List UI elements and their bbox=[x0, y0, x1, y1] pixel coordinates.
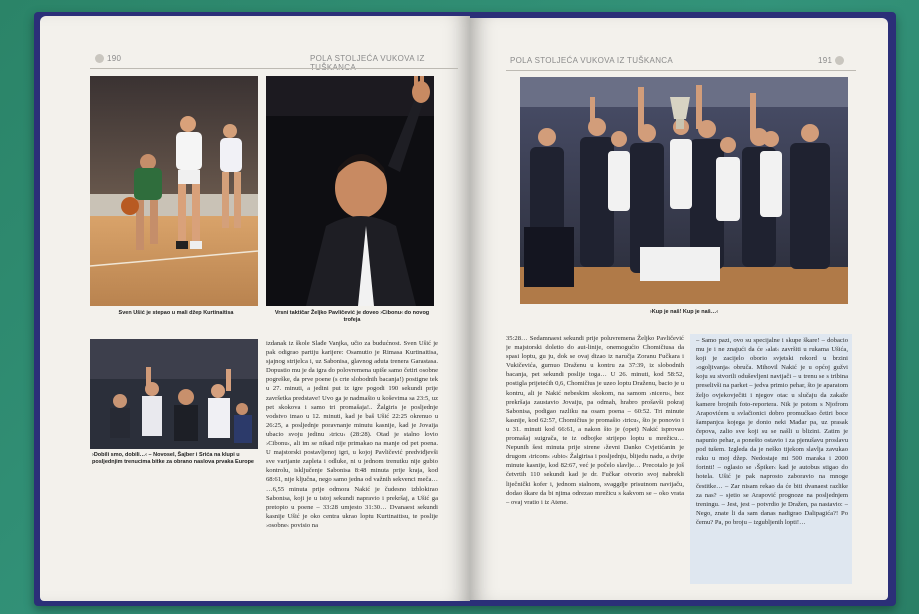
photo1-caption: Sven Ušić je stepao u mali džep Kurtinaitisa bbox=[118, 310, 234, 316]
photo-bench bbox=[90, 339, 258, 449]
right-column1-paragraph: 35:28… Sedamnaest sekundi prije poluvremena Željko Pavličević je majstorski doletio do aut-linije, onemogućio Chomičiusa da spasi loptu, gu ju, dok se ovaj dizao iz naručja Zoranu Fučkara i Vukičevića, gurnuo Draženu u kontru za 37:39, iz slobodnih bacanja, pet sekundi poslije toga… U 26. minuti, kod 58:52, postigla prijetećih 0,6, Chomičius je uzeo loptu Draženu, bacio je u kontru, ali je Nakić nebeskim skokom, na samom ›niceru‹, bez prekršaja zaustavio Jovaiju, pa odmah, hrabro prošavši pokraj Sabonisa, podigao razliku na osam poena – 60:52. Tri minute kasnije, kod 62:57, Chomičius je promašio ›tricu‹, što je ponovio i u 31. minuti kod 66:61, a nakon što je (opet) Nakić isprovao promašaj suigrača, te iz odbojke strijepo loptu u mrežicu… Nepunih šest minuta prije sirene ›ževni Danko Cvjetićanin je drugom ›tricom‹ ›ubio‹ Žalgirisa i posljednju, blijedu nadu, a dvije minute kasnije, kod 82:67, već je počelo slavlje… Precotalo je još četvrtih 110 sekundi kad je dr. Fučkar otvorio svoj nabrekli liječnički kofer i, jednom stalnom, svaggdje prisutnom navijaču, dodao škare da bi njima odrezao mrežicu s kakvom se – oko vrata – ovaj vratio i iz Atene. bbox=[506, 335, 684, 506]
right-page-number: 191 bbox=[818, 56, 833, 65]
right-page-text-column-1 bbox=[506, 334, 684, 584]
left-page-header-title: POLA STOLJEĆA VUKOVA IZ bbox=[310, 54, 425, 63]
left-page bbox=[40, 16, 470, 601]
photo-trophy-celebration bbox=[520, 77, 848, 304]
right-page bbox=[470, 18, 888, 600]
right-column2-paragraph: – Samo pazi, ovo su specijalne i skupe škare! – dobacio mu je i ne znajući da će ›alat‹ završiti u rukama Ušića, koji je zacijelo oborio svjetski rekord u brzini ›ogoljivanja‹ obruča. Mihovil Nakić je u općoj gužvi koju su stvorili oduševljeni navijači – u trenu se s tribina preselivši na parket – jedva primio pehar, što je aparatom željo ovjekovječiti i njegov otac u slučaju da zakaže kamere brojnih foto-reportera. Nik je potom s Njofrom Arapovićem u svlačionici dobro promućkao četiri boce šampanjca kojega je donio neki Mađar pa, uz prasak čepova, zalio sve koji su se našli u blizini. Zatim je napunio pehar, a ponešto ostavio i za pjenušavu proslavu pod tušem. Izgleda da je neško tijekom slavlja zavukao ruku u moj džep. Nedostaje mi 500 maraka i 2000 forinti! – oglasio se ›Špiker‹ kad je autobus stigao do hotela. Ušić je pak naprosto zaboravio na mnoge čestitke… – Zar nisam rekao da će biti dvanaest razlike za nas? – sjetio se Arapović prognoze na posljednjem treningu. – Jest, jest – potvrdio je Dražen, pa nastavio: – Nego, znate li da sam danas nadigrao Dalipagića?! Po čemu? Pa, po broju – izgubljenih lopti!… bbox=[696, 337, 848, 526]
left-column-paragraph: izdanak iz škole Slađe Vanjka, učio za budućnost. Sven Ušić je pak odigrao partiju karijere: Osamutio je Rimasa Kurtinaitisa, sjajnog strijelca i, uz Sabonisa, glavnog aduta trenera Garastasa. Dopustio mu je da igra do polovremena upiše samo četiri osobne pogreške, da prve poene (s crte slobodnih bacanja!) postigne tek u 27. minuti, a jedini put iz igre pogodi 190 sekundi prije završetka predstave! Uvo ga je nadmašio u koševima sa 23:5, uz pet skokova i samo tri promašaja!.. Žalgiris je posljednje vodstvo imao u 12. minuti, kad je baš Ušić 22:25 okrenuo u 26:25, a posljednje poravnanje minutu kasnije, kad je Jovaija ubacio svoju jedinu ›tricu‹ (28:28). Otad je stalno lovio ›Cibonu‹, ali im se nikad nije primakao na manje od pet poena. U majstorski postavljenoj igri, u kojoj Pavličević predviđjevši sve varijante zapleta i odluke, ni u jednom trenutku nije gubio kontrolu, isključenje Sabonisa 8:48 minuta prije kraja, kod 68:61, nije ključna, nego samo jedna od važnih sekvenci meča… …6,55 minuta prije odmora Nakić je čudesno izblokirao Sabonisa, koji je u istoj sekundi napravio i prekršaj, a Ušić ga pretopio u poene – 33:28 umjesto 31:30… Dvanaest sekundi kasnije Ušić je oko centra ukrao loptu Kurtinaitisu, te poslije ›osobne‹ povisio na bbox=[266, 340, 438, 529]
right-page-text-column-2 bbox=[696, 336, 848, 582]
left-header-rule bbox=[90, 68, 458, 69]
photo3-caption: ›Dobili smo, dobili…‹ – Novosel, Šajber i Srića na klupi u posljednjim trenucima bitke za obrano naslova prvaka Europe bbox=[92, 452, 254, 466]
left-page-number: 190 bbox=[107, 54, 122, 63]
page-dot-icon bbox=[835, 56, 844, 65]
photo-coach bbox=[266, 76, 434, 306]
left-page-number-area bbox=[92, 54, 121, 63]
page-dot-icon bbox=[95, 54, 104, 63]
celebration-photo-caption: ›Kup je naš! Kup je naš…‹ bbox=[649, 309, 719, 315]
left-page-text-column bbox=[266, 339, 438, 584]
photo-basketball-action bbox=[90, 76, 258, 306]
right-header-rule bbox=[506, 70, 856, 71]
photo2-caption: Vrsni taktičar Željko Pavličević je doveo ›Cibonu‹ do novog trofeja bbox=[274, 310, 430, 324]
right-page-header-title: POLA STOLJEĆA VUKOVA IZ TUŠKANCA bbox=[510, 56, 673, 65]
right-page-number-area bbox=[818, 56, 847, 65]
